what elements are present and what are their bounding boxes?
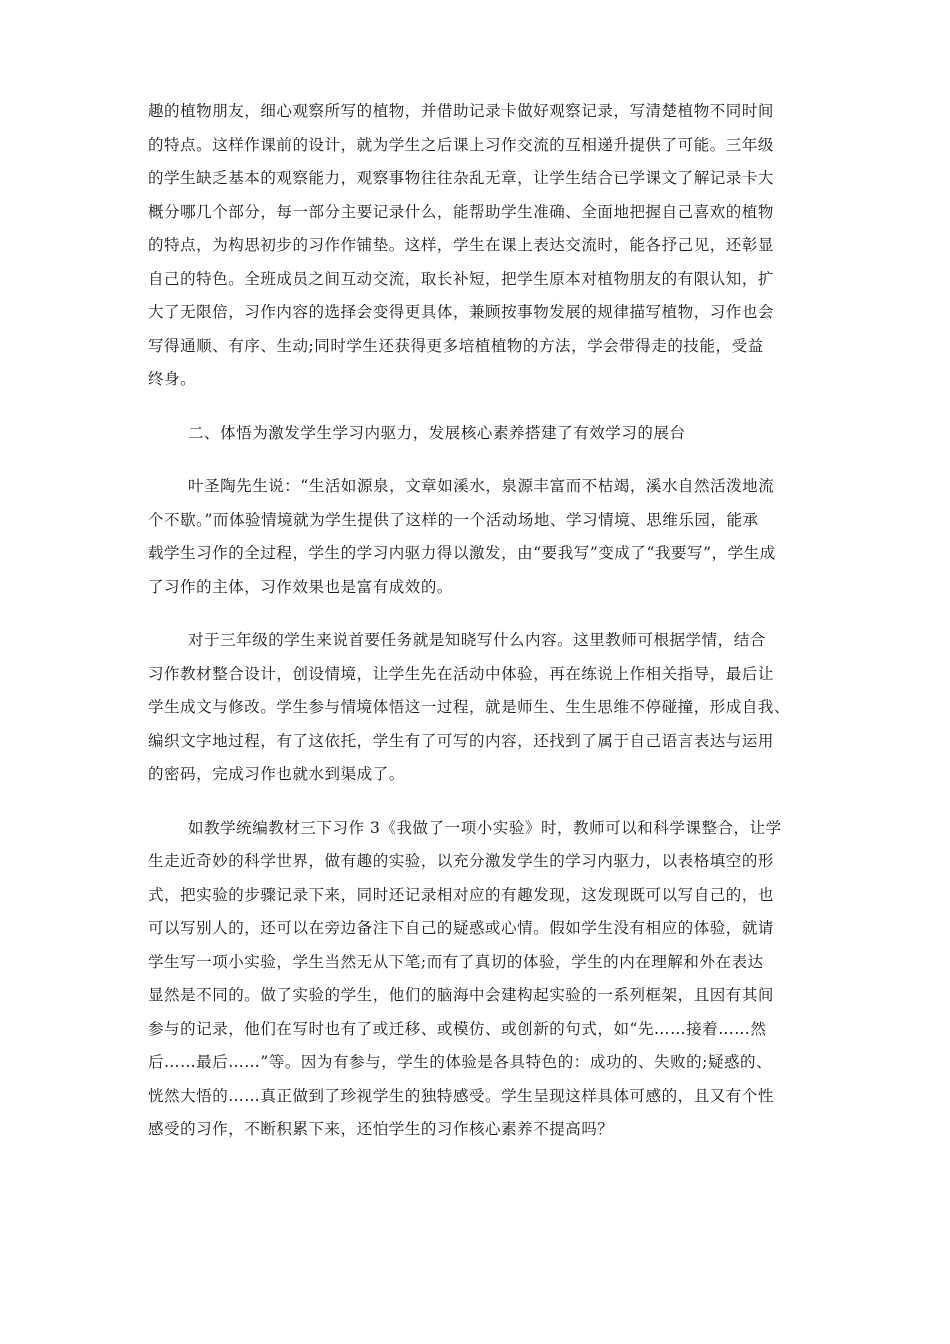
paragraph-gap — [148, 604, 818, 624]
text-line: 编织文字地过程，有了这依托，学生有了可写的内容，还找到了属于自己语言表达与运用 — [148, 731, 774, 750]
paragraph-gap — [148, 792, 818, 812]
text-line: 显然是不同的。做了实验的学生，他们的脑海中会建构起实验的一系列框架，且因有其间 — [148, 986, 774, 1004]
text-line: 恍然大悟的……真正做到了珍视学生的独特感受。学生呈现这样具体可感的，且又有个性 — [148, 1086, 774, 1105]
text-line: 后……最后……”等。因为有参与，学生的体验是各具特色的：成功的、失败的;疑惑的、 — [148, 1053, 773, 1071]
paragraph-ye-shengtao-quote — [148, 470, 818, 604]
text-line: 参与的记录，他们在写时也有了或迁移、或模仿、或创新的句式，如“先……接着……然 — [148, 1019, 767, 1038]
text-line: 叶圣陶先生说：“生活如源泉，文章如溪水，泉源丰富而不枯竭，溪水自然活泼地流 — [188, 477, 775, 495]
text-line: 的学生缺乏基本的观察能力，观察事物往往杂乱无章，让学生结合已学课文了解记录卡大 — [148, 169, 774, 187]
text-line: 学生写一项小实验，学生当然无从下笔;而有了真切的体验，学生的内在理解和外在表达 — [148, 952, 764, 971]
paragraph-gap — [148, 450, 818, 470]
text-line: 概分哪几个部分，每一部分主要记录什么，能帮助学生准确、全面地把握自己喜欢的植物 — [148, 202, 774, 221]
text-line: 生走近奇妙的科学世界，做有趣的实验，以充分激发学生的学习内驱力，以表格填空的形 — [148, 852, 774, 870]
text-line: 对于三年级的学生来说首要任务就是知晓写什么内容。这里教师可根据学情，结合 — [188, 631, 766, 649]
text-line: 的密码，完成习作也就水到渠成了。 — [148, 765, 405, 783]
paragraph-observation-card — [148, 95, 818, 397]
text-line: 学生成文与修改。学生参与情境体悟这一过程，就是师生、生生思维不停碰撞，形成自我、 — [148, 698, 791, 716]
text-line: 大了无限倍，习作内容的选择会变得更具体，兼顾按事物发展的规律描写植物，习作也会 — [148, 303, 774, 321]
text-line: 的特点，为构思初步的习作作铺垫。这样，学生在课上表达交流时，能各抒己见，还彰显 — [148, 236, 774, 254]
text-line: 的特点。这样作课前的设计，就为学生之后课上习作交流的互相递升提供了可能。三年级 — [148, 135, 774, 154]
text-line: 习作教材整合设计，创设情境，让学生先在活动中体验，再在练说上作相关指导，最后让 — [148, 664, 774, 683]
text-line: 个不歇。”而体验情境就为学生提供了这样的一个活动场地、学习情境、思维乐园，能承 — [148, 510, 759, 529]
document-body — [148, 95, 818, 1147]
text-line: 如教学统编教材三下习作 3《我做了一项小实验》时，教师可以和科学课整合，让学 — [188, 818, 782, 837]
text-line: 式，把实验的步骤记录下来，同时还记录相对应的有趣发现，这发现既可以写自己的，也 — [148, 885, 774, 904]
text-line: 自己的特色。全班成员之间互动交流，取长补短，把学生原本对植物朋友的有限认知，扩 — [148, 269, 774, 288]
paragraph-experiment-example — [148, 812, 818, 1147]
text-line: 终身。 — [148, 370, 197, 388]
text-line: 了习作的主体，习作效果也是富有成效的。 — [148, 577, 453, 596]
text-line: 载学生习作的全过程，学生的学习内驱力得以激发，由“要我写”变成了“我要写”，学生成 — [148, 544, 776, 562]
paragraph-gap — [148, 397, 818, 417]
paragraph-third-grade-task — [148, 624, 818, 792]
text-line: 感受的习作，不断积累下来，还怕学生的习作核心素养不提高吗？ — [148, 1120, 614, 1138]
text-line: 写得通顺、有序、生动;同时学生还获得更多培植植物的方法，学会带得走的技能，受益 — [148, 336, 764, 355]
section-heading: 二、体悟为激发学生学习内驱力，发展核心素养搭建了有效学习的展台 — [188, 423, 686, 442]
text-line: 可以写别人的，还可以在旁边备注下自己的疑惑或心情。假如学生没有相应的体验，就请 — [148, 919, 774, 937]
text-line: 趣的植物朋友，细心观察所写的植物，并借助记录卡做好观察记录，写清楚植物不同时间 — [148, 102, 774, 120]
